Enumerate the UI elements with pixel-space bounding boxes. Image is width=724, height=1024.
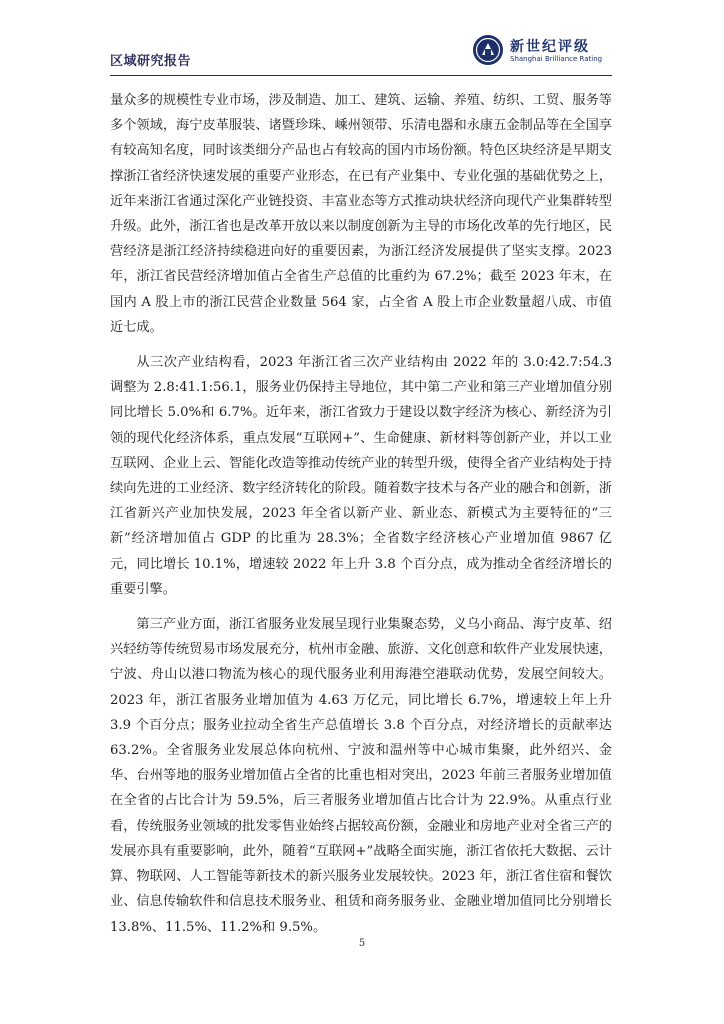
company-logo [472,34,612,70]
logo-text-en: Shanghai Brilliance Rating [510,55,603,63]
header-divider [110,75,612,76]
paragraph-1: 量众多的规模性专业市场，涉及制造、加工、建筑、运输、养殖、纺织、工贸、服务等多个领域，海宁皮革服装、诸暨珍珠、嵊州领带、乐清电器和永康五金制品等在全国享有较高知名度，同时该类细分产品也占有较高的国内市场份额。特色区块经济是早期支撑浙江省经济快速发展的重要产业形态，在已有产业集中、专业化强的基础优势之上，近年来浙江省通过深化产业链投资、丰富业态等方式推动块状经济向现代产业集群转型升级。此外，浙江省也是改革开放以来以制度创新为主导的市场化改革的先行地区，民营经济是浙江经济持续稳进向好的重要因素，为浙江经济发展提供了坚实支撑。2023 年，浙江省民营经济增加值占全省生产总值的比重约为 67.2%；截至 2023 年末，在国内 A 股上市的浙江民营企业数量 564 家，占全省 A 股上市企业数量超八成、市值近七成。 [110,93,612,335]
body-text [110,88,612,950]
paragraph-3: 第三产业方面，浙江省服务业发展呈现行业集聚态势，义乌小商品、海宁皮革、绍兴轻纺等传统贸易市场发展充分，杭州市金融、旅游、文化创意和软件产业发展快速，宁波、舟山以港口物流为核心的现代服务业利用海港空港联动优势，发展空间较大。2023 年，浙江省服务业增加值为 4.63 万亿元，同比增长 6.7%，增速较上年上升 3.9 个百分点；服务业拉动全省生产总值增长 3.8 个百分点，对经济增长的贡献率达 63.2%。全省服务业发展总体向杭州、宁波和温州等中心城市集聚，此外绍兴、金华、台州等地的服务业增加值占全省的比重也相对突出，2023 年前三者服务业增加值在全省的占比合计为 59.5%，后三者服务业增加值占比合计为 22.9%。从重点行业看，传统服务业领域的批发零售业始终占据较高份额，金融业和房地产业对全省三产的发展亦具有重要影响，此外，随着“互联网+”战略全面实施，浙江省依托大数据、云计算、物联网、人工智能等新技术的新兴服务业发展较快。2023 年，浙江省住宿和餐饮业、信息传输软件和信息技术服务业、租赁和商务服务业、金融业增加值同比分别增长 13.8%、11.5%、11.2%和 9.5%。 [110,617,612,935]
report-title: 区域研究报告 [110,54,192,69]
logo-emblem-icon [472,34,504,66]
paragraph-2: 从三次产业结构看，2023 年浙江省三次产业结构由 2022 年的 3.0:42.7:54.3 调整为 2.8:41.1:56.1，服务业仍保持主导地位，其中第二产业和第三产业增加值分别同比增长 5.0%和 6.7%。近年来，浙江省致力于建设以数字经济为核心、新经济为引领的现代化经济体系，重点发展“互联网+”、生命健康、新材料等创新产业，并以工业互联网、企业上云、智能化改造等推动传统产业的转型升级，使得全省产业结构处于持续向先进的工业经济、数字经济转化的阶段。随着数字技术与各产业的融合和创新，浙江省新兴产业加快发展，2023 年全省以新产业、新业态、新模式为主要特征的“三新”经济增加值占 GDP 的比重为 28.3%；全省数字经济核心产业增加值 9867 亿元，同比增长 10.1%，增速较 2022 年上升 3.8 个百分点，成为推动全省经济增长的重要引擎。 [110,355,612,597]
page-number: 5 [358,938,366,949]
logo-text-cn: 新世纪评级 [510,39,590,55]
page-header [110,30,612,74]
